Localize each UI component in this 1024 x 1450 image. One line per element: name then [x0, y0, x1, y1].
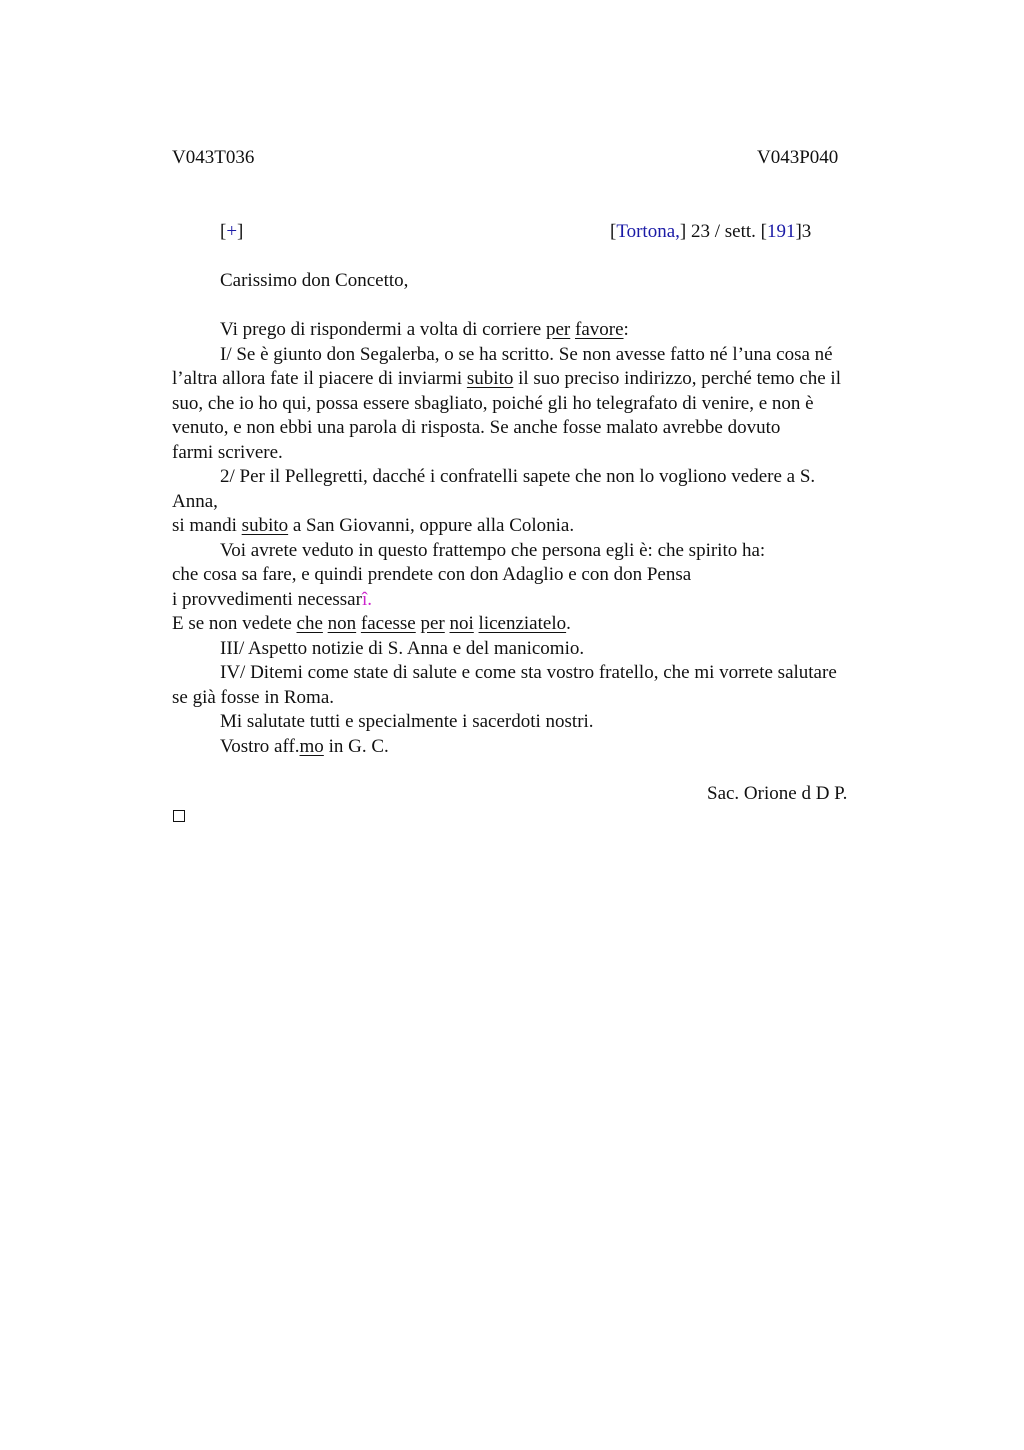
body-line: Anna,	[172, 490, 218, 512]
cross-mark	[220, 220, 243, 244]
letter-body	[172, 318, 902, 759]
closing-line: Vostro aff.mo in G. C.	[220, 735, 389, 757]
body-line: IV/ Ditemi come state di salute e come sta vostro fratello, che mi vorrete salutare	[220, 662, 837, 683]
body-line: 2/ Per il Pellegretti, dacché i confratelli sapete che non lo vogliono vedere a S.	[220, 466, 816, 487]
end-marker-checkbox-icon	[173, 810, 185, 822]
header-left-code: V043T036	[172, 147, 255, 168]
body-line: l’altra allora fate il piacere di inviarmi subito il suo preciso indirizzo, perché temo che il	[172, 368, 841, 389]
cross-symbol: +	[226, 221, 238, 242]
body-line: farmi scrivere.	[172, 441, 283, 463]
salutation: Carissimo don Concetto,	[220, 270, 409, 291]
header-right-code: V043P040	[757, 147, 839, 168]
body-line: Mi salutate tutti e specialmente i sacerdoti nostri.	[220, 711, 594, 732]
date-day-month: ] 23 / sett. [	[679, 221, 767, 242]
body-line: III/ Aspetto notizie di S. Anna e del manicomio.	[220, 637, 585, 659]
body-line: Vi prego di rispondermi a volta di corriere per favore:	[220, 319, 629, 340]
body-line: E se non vedete che non facesse per noi licenziatelo.	[172, 613, 571, 634]
body-line: suo, che io ho qui, possa essere sbagliato, poiché gli ho telegrafato di venire, e non è	[172, 392, 814, 414]
bracket-close: ]	[237, 221, 244, 242]
letter-date	[610, 220, 811, 244]
signature: Sac. Orione d D P.	[707, 783, 848, 804]
body-line: se già fosse in Roma.	[172, 686, 335, 708]
body-line: venuto, e non ebbi una parola di risposta. Se anche fosse malato avrebbe dovuto	[172, 417, 781, 438]
date-year-editorial: 191	[766, 221, 796, 242]
date-year-end: ]3	[795, 221, 812, 242]
body-line: I/ Se è giunto don Segalerba, o se ha scritto. Se non avesse fatto né l’una cosa né	[220, 343, 833, 365]
body-line: si mandi subito a San Giovanni, oppure alla Colonia.	[172, 515, 575, 536]
body-line: i provvedimenti necessarî.	[172, 588, 372, 610]
body-line: Voi avrete veduto in questo frattempo che persona egli è: che spirito ha:	[220, 539, 766, 561]
date-place: Tortona,	[616, 221, 680, 242]
body-line: che cosa sa fare, e quindi prendete con don Adaglio e con don Pensa	[172, 564, 692, 585]
date-bracket-open: [	[610, 221, 617, 242]
bracket-open: [	[220, 221, 227, 242]
